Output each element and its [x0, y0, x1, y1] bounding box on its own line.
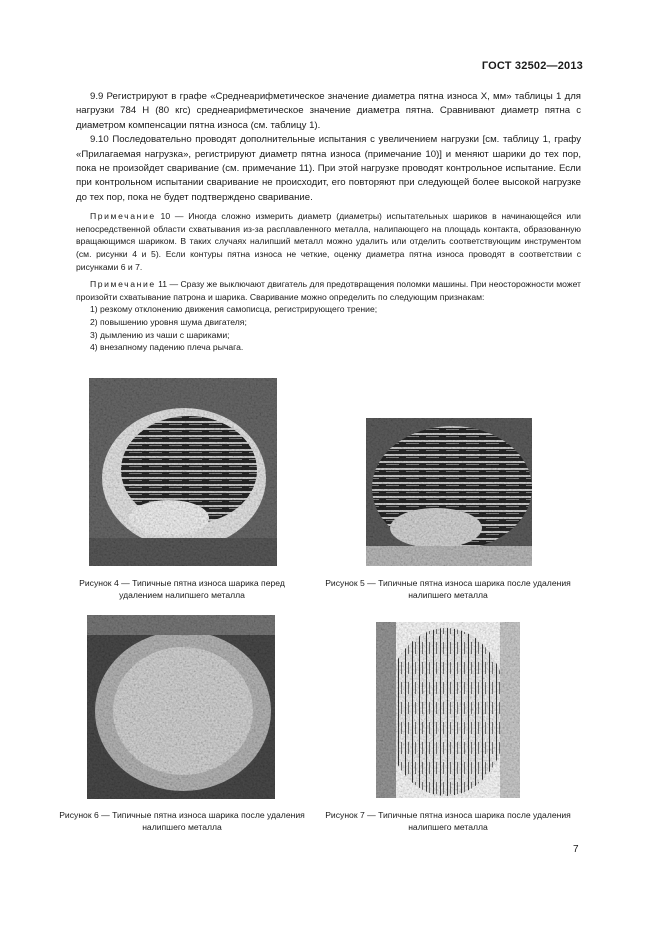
welding-signs-list [76, 303, 581, 353]
figure-6-image [87, 615, 275, 799]
paragraph-9-10: 9.10 Последовательно проводят дополнительные испытания с увеличением нагрузки [см. таблицу 1, графу «Прилагаемая нагрузка», регистрируют диаметр пятна износа (примечание 10)] и меняют шарики до тех пор, пока не произойдет сваривание (см. примечание 11). При этой нагрузке проводят контрольное испытание. Если при контрольном испытании сваривание не происходит, его повторяют при следующей более высокой нагрузке до тех пор, пока не будет подтверждено сваривание. [76, 134, 581, 203]
figure-4-image [89, 378, 277, 566]
figure-7-image [376, 622, 520, 798]
figure-5-image [366, 418, 532, 566]
list-item: 3) дымлению из чаши с шариками; [90, 329, 230, 340]
figure-6-caption: Рисунок 6 — Типичные пятна износа шарика после удаления налипшего металла [59, 810, 305, 833]
note-10-text: 10 — Иногда сложно измерить диаметр (диаметры) испытательных шариков в начинающейся или непосредственной области схватывания из-за расплавленного металла, налипающего на площадь контакта, образованную вращающимся шариком. В таких случаях налипший металл можно удалить или отделить соответствующим инструментом (см. рисунки 4 и 5). Если контуры пятна износа не четкие, оценку диаметра пятна износа проводят в соответствии с рисунками 6 и 7. [76, 211, 581, 272]
page-header: ГОСТ 32502—2013 [481, 60, 583, 72]
page-number: 7 [573, 844, 579, 855]
figure-4-caption: Рисунок 4 — Типичные пятна износа шарика перед удалением налипшего металла [79, 578, 285, 601]
figure-7-caption: Рисунок 7 — Типичные пятна износа шарика после удаления налипшего металла [325, 810, 571, 833]
list-item: 2) повышению уровня шума двигателя; [90, 317, 247, 327]
note-10-label: Примечание [90, 211, 156, 222]
body-text [76, 90, 581, 354]
note-11 [76, 278, 581, 303]
list-item: 1) резкому отклонению движения самописца, регистрирующего трение; [90, 304, 378, 315]
note-11-label: Примечание [90, 279, 156, 290]
paragraph-9-9: 9.9 Регистрируют в графе «Среднеарифметическое значение диаметра пятна износа X, мм» таблицы 1 для нагрузки 784 Н (80 кгс) среднеарифметическое значение диаметра пятна. Сравнивают диаметр пятна с диаметром компенсации пятна износа (см. таблицу 1). [76, 91, 581, 131]
list-item: 4) внезапному падению плеча рычага. [90, 342, 244, 353]
figure-5-caption: Рисунок 5 — Типичные пятна износа шарика после удаления налипшего металла [325, 578, 571, 601]
note-10 [76, 210, 581, 273]
note-11-text: 11 — Сразу же выключают двигатель для предотвращения поломки машины. При неосторожности может произойти схватывание патрона и шарика. Сваривание можно определить по следующим признакам: [76, 279, 581, 302]
